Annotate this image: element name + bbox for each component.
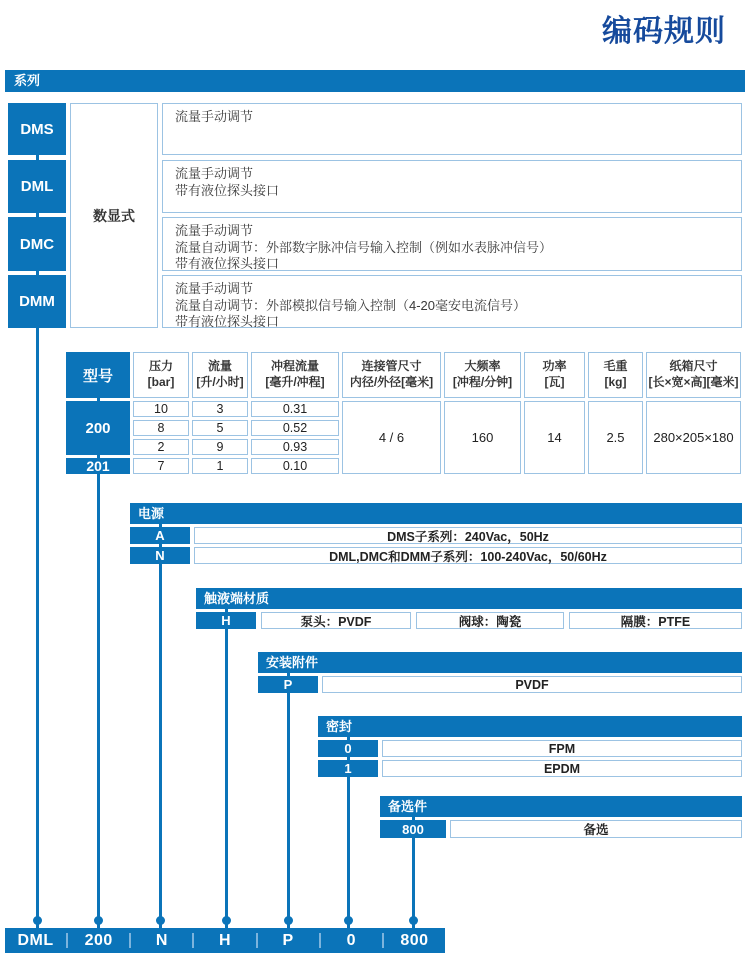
- desc-line: 带有液位探头接口: [175, 314, 280, 329]
- option-code-800: 800: [380, 820, 446, 838]
- section-row: [130, 547, 742, 564]
- table-cell-weight: 2.5: [588, 401, 643, 474]
- column-header-line: 压力: [148, 359, 173, 374]
- model-code-201: 201: [66, 458, 130, 474]
- column-header-line: 大频率: [464, 359, 501, 374]
- option-desc-diaphragm: 隔膜：PTFE: [569, 612, 742, 629]
- option-desc: DMS子系列：240Vac，50Hz: [194, 527, 742, 544]
- section-row: [380, 820, 742, 838]
- column-header-flow: [192, 352, 248, 398]
- column-header-line: [毫升/冲程]: [265, 375, 325, 389]
- spec-table: [66, 352, 741, 474]
- section-header-option: 备选件: [380, 796, 742, 817]
- column-header-line: 毛重: [603, 359, 628, 374]
- option-code-h: H: [196, 612, 256, 629]
- table-cell: 3: [192, 401, 248, 417]
- desc-line: 流量手动调节: [175, 223, 254, 238]
- code-segment-mounting: P: [282, 931, 294, 949]
- section-row: [130, 527, 742, 544]
- column-header-weight: [588, 352, 643, 398]
- desc-line: 流量手动调节: [175, 281, 254, 296]
- column-header-line: 内径/外径[毫米]: [349, 375, 434, 389]
- section-header-power: 电源: [130, 503, 742, 524]
- table-cell: 0.31: [251, 401, 339, 417]
- column-header-line: [冲程/分钟]: [452, 375, 513, 389]
- option-desc: PVDF: [322, 676, 742, 693]
- table-cell: 2: [133, 439, 189, 455]
- code-segment-material: H: [218, 931, 232, 949]
- section-header-material: 触液端材质: [196, 588, 742, 609]
- desc-line: 带有液位探头接口: [175, 182, 280, 198]
- series-code-dms: DMS: [8, 103, 66, 155]
- section-row: [258, 676, 742, 693]
- desc-line: 流量手动调节: [175, 166, 254, 181]
- table-cell: 8: [133, 420, 189, 436]
- option-desc-valve-ball: 阀球：陶瓷: [416, 612, 564, 629]
- option-desc-pump-head: 泵头：PVDF: [261, 612, 411, 629]
- section-row: [318, 760, 742, 777]
- connector-dot-seal: [344, 916, 353, 925]
- series-desc-dml: [162, 160, 742, 213]
- option-code-n: N: [130, 547, 190, 564]
- connector-dot-mounting: [284, 916, 293, 925]
- series-code-dml: DML: [8, 160, 66, 213]
- connector-dot-series: [33, 916, 42, 925]
- column-header-line: [长×宽×高][毫米]: [648, 375, 739, 389]
- column-header-line: 连接管尺寸: [361, 359, 422, 374]
- code-segment-series: DML: [17, 931, 54, 949]
- table-cell: 7: [133, 458, 189, 474]
- section-header-mounting: 安装附件: [258, 652, 742, 673]
- connector-dot-power: [156, 916, 165, 925]
- table-cell: 9: [192, 439, 248, 455]
- option-desc: DML,DMC和DMM子系列：100-240Vac，50/60Hz: [194, 547, 742, 564]
- page-title: 编码规则: [602, 15, 726, 48]
- column-header-line: [瓦]: [544, 375, 565, 389]
- table-cell-power: 14: [524, 401, 585, 474]
- option-code-p: P: [258, 676, 318, 693]
- code-segment-power: N: [155, 931, 168, 949]
- table-cell: 0.52: [251, 420, 339, 436]
- desc-line: 带有液位探头接口: [175, 256, 280, 271]
- spec-table-model-header: 型号: [66, 352, 130, 398]
- table-cell: 10: [133, 401, 189, 417]
- column-header-carton-size: [646, 352, 741, 398]
- series-desc-dmm: [162, 275, 742, 328]
- code-segment-seal: 0: [346, 931, 356, 949]
- connector-dot-material: [222, 916, 231, 925]
- desc-line: 流量手动调节: [175, 109, 254, 124]
- column-header-stroke-flow: [251, 352, 339, 398]
- series-code-dmc: DMC: [8, 217, 66, 271]
- table-cell: 5: [192, 420, 248, 436]
- column-header-line: [bar]: [147, 375, 175, 389]
- connector-dot-model: [94, 916, 103, 925]
- desc-line: 流量自动调节：外部模拟信号输入控制（4-20毫安电流信号）: [175, 297, 527, 313]
- table-cell: 0.93: [251, 439, 339, 455]
- column-header-line: [kg]: [604, 375, 627, 389]
- column-header-pressure: [133, 352, 189, 398]
- table-cell: 0.10: [251, 458, 339, 474]
- connector-line-material: [225, 598, 228, 928]
- option-desc: 备选: [450, 820, 742, 838]
- table-cell-pipe: 4 / 6: [342, 401, 441, 474]
- series-code-dmm: DMM: [8, 275, 66, 328]
- series-desc-dms: [162, 103, 742, 155]
- model-code-200: 200: [66, 401, 130, 455]
- column-header-line: 流量: [207, 359, 232, 374]
- section-header-seal: 密封: [318, 716, 742, 737]
- code-segment-option: 800: [400, 931, 429, 949]
- option-desc: FPM: [382, 740, 742, 757]
- column-header-line: 冲程流量: [270, 359, 319, 374]
- table-cell: 1: [192, 458, 248, 474]
- desc-line: 流量自动调节：外部数字脉冲信号输入控制（例如水表脉冲信号）: [175, 239, 553, 255]
- table-cell-carton: 280×205×180: [646, 401, 741, 474]
- series-section-header: 系列: [5, 70, 745, 92]
- connector-dot-option: [409, 916, 418, 925]
- column-header-power: [524, 352, 585, 398]
- option-code-1: 1: [318, 760, 378, 777]
- column-header-line: [升/小时]: [196, 375, 244, 389]
- example-code-bar: [5, 928, 445, 953]
- section-row: [196, 612, 742, 629]
- table-cell-frequency: 160: [444, 401, 521, 474]
- option-desc: EPDM: [382, 760, 742, 777]
- connector-line-power: [159, 513, 162, 928]
- option-code-0: 0: [318, 740, 378, 757]
- column-header-max-frequency: [444, 352, 521, 398]
- column-header-line: 纸箱尺寸: [669, 359, 718, 374]
- column-header-pipe-size: [342, 352, 441, 398]
- code-segment-model: 200: [84, 931, 113, 949]
- connector-line-mounting: [287, 662, 290, 928]
- series-desc-dmc: [162, 217, 742, 271]
- section-row: [318, 740, 742, 757]
- option-code-a: A: [130, 527, 190, 544]
- column-header-line: 功率: [542, 359, 567, 374]
- series-group-label: 数显式: [70, 103, 158, 328]
